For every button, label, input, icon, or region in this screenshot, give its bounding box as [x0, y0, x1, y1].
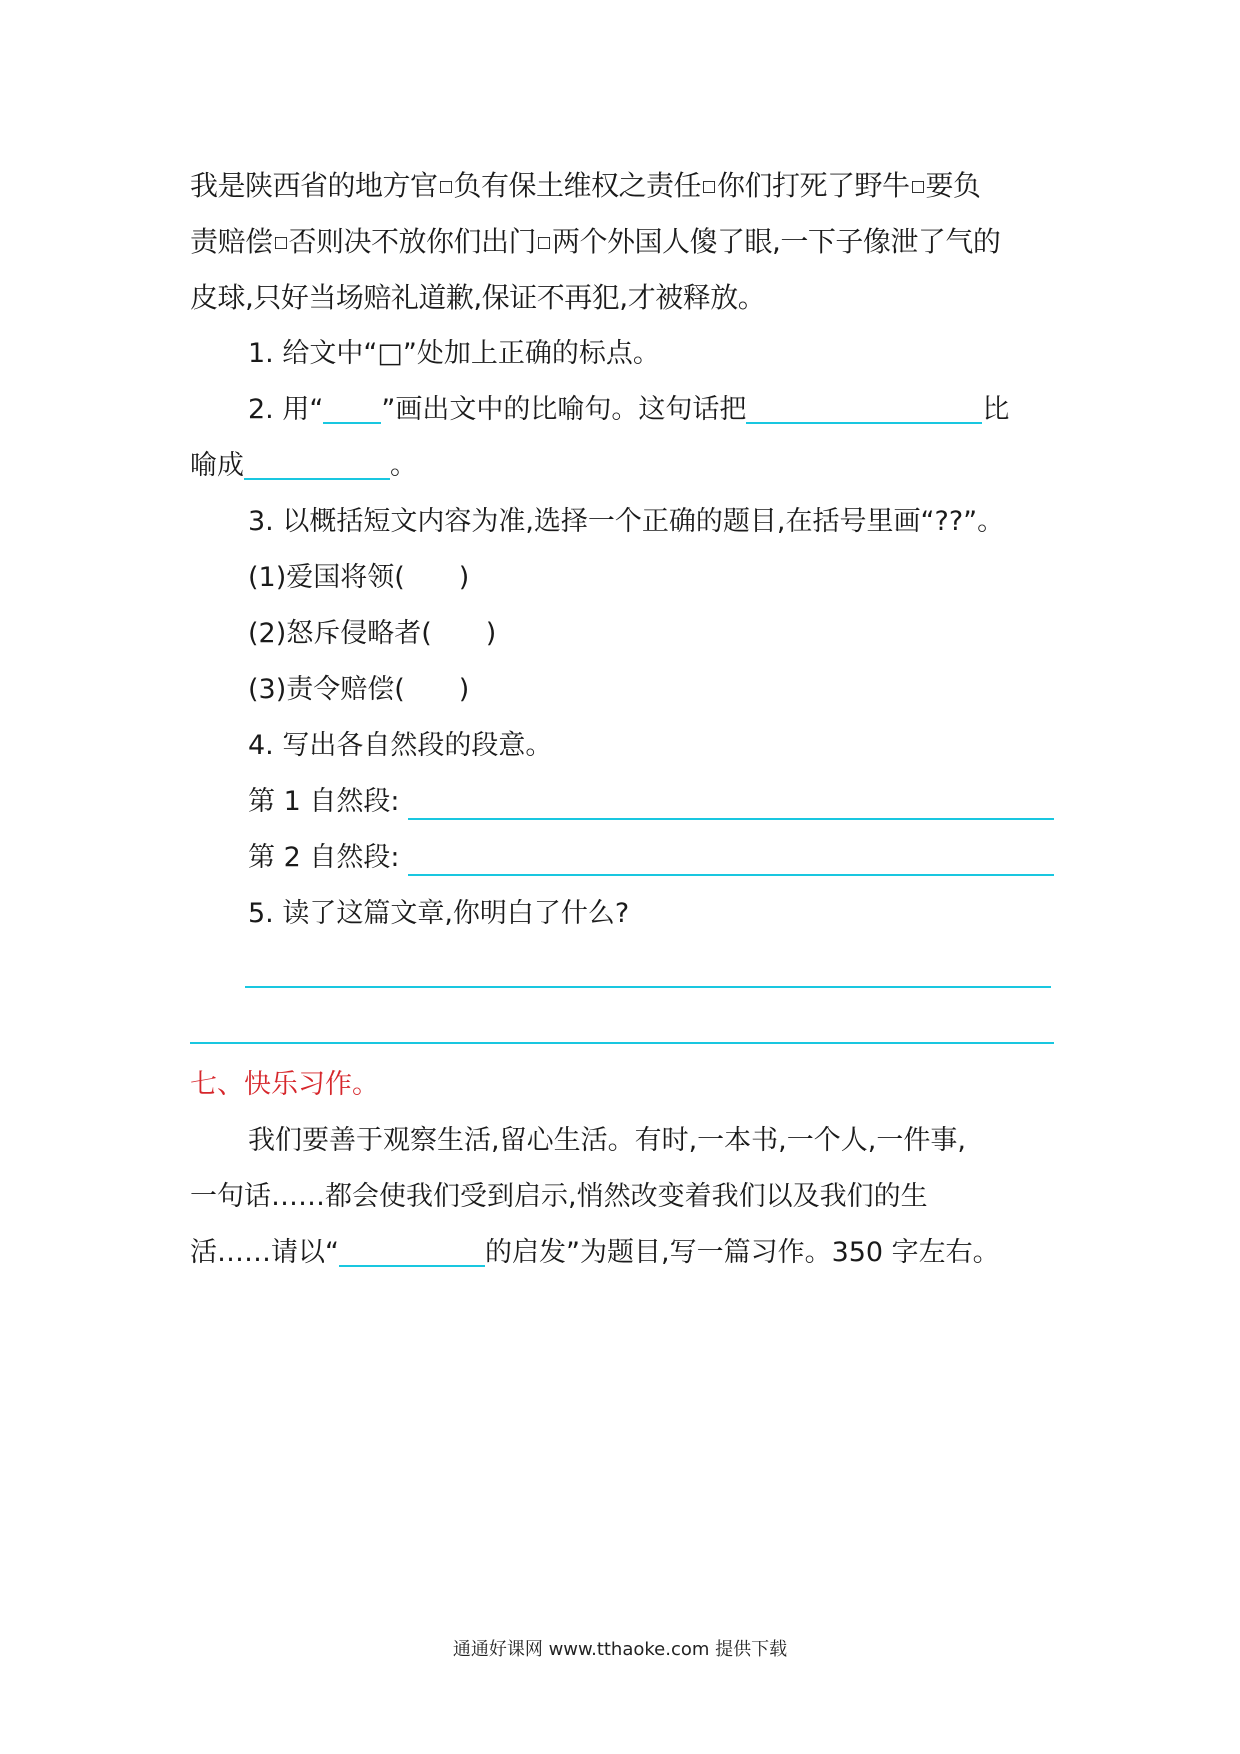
essay-title-blank[interactable] — [339, 1239, 485, 1267]
punctuation-blank-box — [440, 181, 452, 193]
question-1: 1. 给文中“□”处加上正确的标点。 — [248, 338, 660, 369]
punctuation-blank-box — [703, 181, 715, 193]
question-2: 2. 用“ ”画出文中的比喻句。这句话把 比 — [248, 394, 1010, 425]
section-7-line-3: 活……请以“ 的启发”为题目,写一篇习作。350 字左右。 — [190, 1237, 1000, 1268]
question-2-line-2: 喻成 。 — [190, 450, 417, 481]
option-2[interactable]: (2)怒斥侵略者( ) — [248, 618, 497, 649]
passage-line-2: 责赔偿 否则决不放你们出门 两个外国人傻了眼,一下子像泄了气的 — [190, 225, 1001, 258]
section-7-title: 七、快乐习作。 — [190, 1069, 379, 1100]
passage-line-3: 皮球,只好当场赔礼道歉,保证不再犯,才被释放。 — [190, 281, 766, 314]
punctuation-blank-box — [912, 181, 924, 193]
option-1[interactable]: (1)爱国将领( ) — [248, 562, 470, 593]
paragraph-1-answer-line[interactable] — [408, 818, 1054, 820]
footer-source: 通通好课网 www.tthaoke.com 提供下载 — [452, 1639, 788, 1660]
punctuation-blank-box — [538, 237, 550, 249]
compared-object-blank[interactable] — [746, 396, 982, 424]
answer-line-2[interactable] — [190, 1042, 1054, 1044]
passage-line-1: 我是陕西省的地方官 负有保土维权之责任 你们打死了野牛 要负 — [190, 169, 981, 202]
paragraph-2-label: 第 2 自然段: — [248, 842, 400, 873]
underline-sample-blank[interactable] — [323, 396, 381, 424]
paragraph-1-label: 第 1 自然段: — [248, 786, 400, 817]
punctuation-blank-box — [275, 237, 287, 249]
option-3[interactable]: (3)责令赔偿( ) — [248, 674, 470, 705]
answer-line-1[interactable] — [245, 986, 1051, 988]
section-7-line-1: 我们要善于观察生活,留心生活。有时,一本书,一个人,一件事, — [248, 1125, 966, 1156]
paragraph-2-answer-line[interactable] — [408, 874, 1054, 876]
question-4: 4. 写出各自然段的段意。 — [248, 730, 553, 761]
question-5: 5. 读了这篇文章,你明白了什么? — [248, 898, 630, 929]
metaphor-target-blank[interactable] — [244, 452, 390, 480]
question-3: 3. 以概括短文内容为准,选择一个正确的题目,在括号里画“??”。 — [248, 506, 1005, 537]
section-7-line-2: 一句话……都会使我们受到启示,悄然改变着我们以及我们的生 — [190, 1181, 928, 1212]
